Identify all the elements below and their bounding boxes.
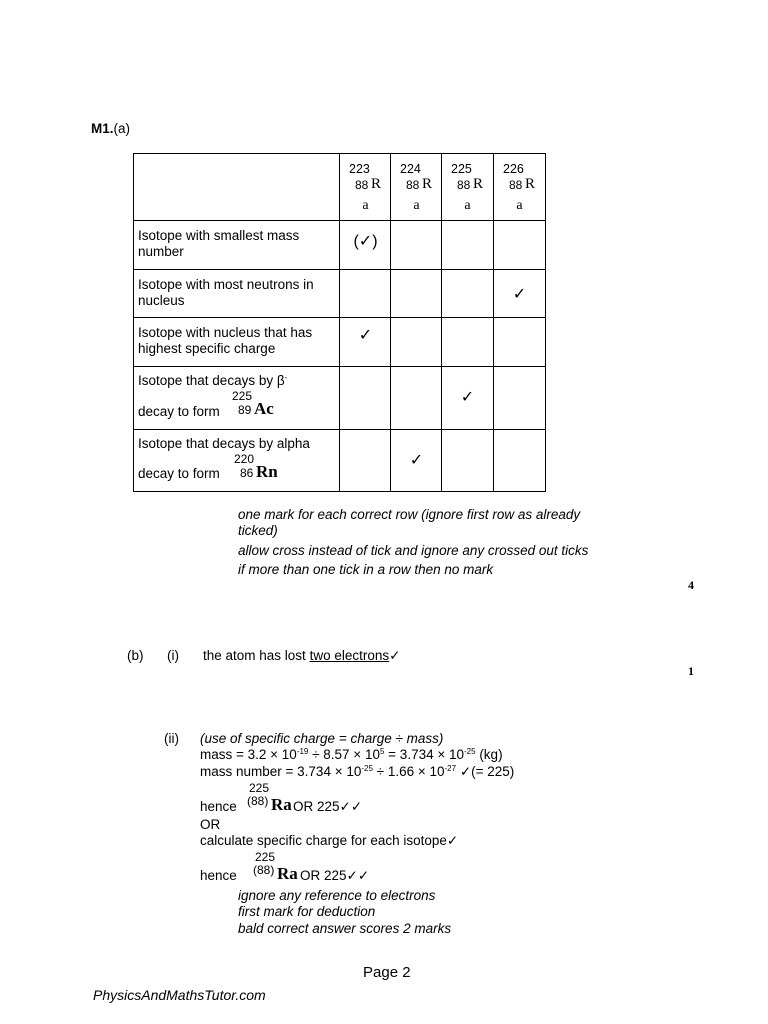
hence-label: hence (200, 868, 237, 883)
marks-a: 4 (688, 578, 694, 592)
page-number: Page 2 (363, 964, 411, 981)
note-line: ignore any reference to electrons (238, 888, 436, 903)
row-label-beta-decay-line2: decay to form (138, 404, 220, 419)
ii-line-3: mass number = $3.734 \times 10^{-25} \div 1.66 \times 10^{-27}$ ✓(= 225) (200, 764, 515, 779)
part-a-label: (a) (113, 121, 131, 136)
tick-mark: ✓ (460, 389, 475, 406)
tick-mark: ✓ (409, 452, 424, 469)
row-label-most-neutrons: Isotope with most neutrons in nucleus (138, 277, 314, 308)
isotope-table: 223 88 R a 224 88 R a 225 88 R a 226 88 R a Isotope with smallest mass number (✓) Isotope with most neutrons in nucleus ✓ Isotope with nucleus that has highest specific charge ✓ Isotope that decays by β- decay to form 225 89 Ac ✓ Isotope that decays by alpha decay to form 220 86 Rn ✓ (133, 153, 546, 492)
part-b-ii-label: (ii) (164, 731, 179, 746)
note-line: one mark for each correct row (ignore first row as already (238, 507, 581, 522)
tick-mark: ✓ (358, 327, 373, 344)
tick-mark: ✓ (512, 286, 527, 303)
question-heading (91, 121, 130, 136)
note-line: allow cross instead of tick and ignore any crossed out ticks (238, 543, 589, 558)
part-b-i-label: (i) (167, 648, 179, 663)
row-label-smallest-mass: Isotope with smallest mass number (138, 228, 300, 259)
tick-mark: (✓) (353, 233, 378, 250)
ii-line-2: mass = $3.2 \times 10^{-19} \div 8.57 \times 10^5 = 3.734 \times 10^{-25}$ (kg) (200, 747, 503, 762)
note-line: first mark for deduction (238, 904, 376, 919)
hence-suffix: OR 225✓✓ (293, 799, 363, 814)
part-b-i-answer: the atom has lost two electrons✓ (203, 648, 401, 663)
note-line: if more than one tick in a row then no mark (238, 562, 494, 577)
part-b-label: (b) (127, 648, 144, 663)
row-label-alpha-decay-line2: decay to form (138, 466, 220, 481)
site-footer: PhysicsAndMathsTutor.com (93, 987, 266, 1003)
note-line: ticked) (238, 523, 278, 538)
marks-b-i: 1 (688, 664, 694, 678)
row-label-specific-charge: Isotope with nucleus that has highest specific charge (138, 325, 313, 356)
hence-label: hence (200, 799, 237, 814)
ii-line-1: (use of specific charge = charge ÷ mass) (200, 731, 444, 746)
row-label-beta-decay: Isotope that decays by β- (138, 373, 288, 388)
note-line: bald correct answer scores 2 marks (238, 921, 452, 936)
question-number: M1. (91, 121, 114, 136)
calc-text: calculate specific charge for each isotope✓ (200, 833, 459, 848)
hence-suffix: OR 225✓✓ (300, 868, 370, 883)
or-text: OR (200, 817, 221, 832)
row-label-alpha-decay: Isotope that decays by alpha (138, 436, 310, 451)
